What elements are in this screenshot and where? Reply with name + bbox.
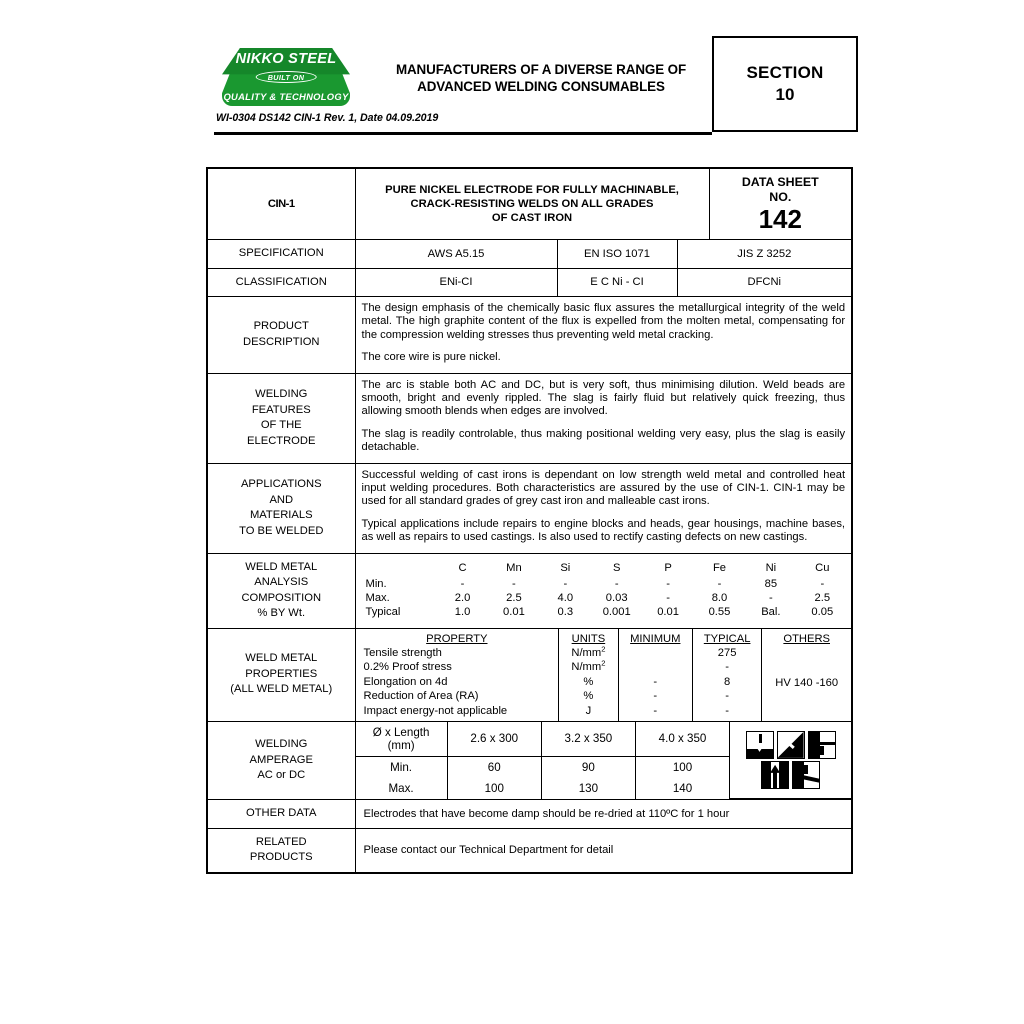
amperage-min-2: 90 xyxy=(541,756,635,778)
element-Si: Si xyxy=(560,562,571,575)
welding-features-label-4: ELECTRODE xyxy=(247,434,316,447)
product-description-label-2: DESCRIPTION xyxy=(243,335,320,348)
typ-S: 0.001 xyxy=(602,606,631,619)
data-sheet-label-1: DATA SHEET xyxy=(741,175,819,189)
amperage-min-label: Min. xyxy=(356,756,448,778)
min-Cu: - xyxy=(820,578,825,591)
properties-label xyxy=(207,628,355,721)
specification-value-aws: AWS A5.15 xyxy=(355,240,557,269)
amperage-max-1: 100 xyxy=(447,778,541,799)
max-Fe: 8.0 xyxy=(711,592,728,605)
company-strapline xyxy=(366,62,716,95)
typ-Cu: 0.05 xyxy=(811,606,834,619)
product-code: CIN-1 xyxy=(207,168,355,240)
logo-badge: BUILT ON xyxy=(256,71,317,83)
property-name-tensile: Tensile strength xyxy=(363,647,442,660)
min-S: - xyxy=(614,578,619,591)
element-Mn: Mn xyxy=(506,562,522,575)
property-units-proof: $N/mm^2$ xyxy=(559,660,618,674)
max-P: - xyxy=(666,592,670,605)
typ-Mn: 0.01 xyxy=(503,606,525,619)
specification-value-jis: JIS Z 3252 xyxy=(677,240,852,269)
properties-header-others: OTHERS xyxy=(762,629,851,646)
typ-Si: 0.3 xyxy=(557,606,574,619)
properties-header-minimum: MINIMUM xyxy=(618,629,692,646)
amperage-label-1: WELDING xyxy=(255,738,308,751)
composition-row-label-max: Max. xyxy=(365,592,390,605)
property-min-elongation: - xyxy=(618,675,692,689)
property-name-elongation: Elongation on 4d xyxy=(363,675,448,688)
welding-position-row-bottom xyxy=(761,761,820,789)
welding-position-row-top xyxy=(746,731,836,759)
composition-row-label-min: Min. xyxy=(365,578,387,591)
welding-positions-cell xyxy=(730,722,851,799)
applications-text xyxy=(355,463,852,553)
max-Si: 4.0 xyxy=(557,592,574,605)
nikko-steel-logo xyxy=(222,48,350,106)
property-typ-proof: - xyxy=(692,660,761,674)
product-description-para-2: The core wire is pure nickel. xyxy=(361,351,501,364)
applications-row xyxy=(207,463,852,553)
element-P: P xyxy=(664,562,672,575)
property-units-reduction: % xyxy=(559,689,618,703)
property-name-impact: Impact energy-not applicable xyxy=(363,704,508,717)
title-row xyxy=(207,168,852,240)
property-min-proof xyxy=(618,660,692,674)
composition-corner xyxy=(359,561,437,577)
diameter-length-units: (mm) xyxy=(387,738,415,752)
composition-label-4: % BY Wt. xyxy=(257,607,306,620)
amperage-label-2: AMPERAGE xyxy=(249,753,313,766)
classification-row xyxy=(207,268,852,297)
related-products-row xyxy=(207,828,852,873)
property-units-elongation: % xyxy=(559,675,618,689)
document-reference: WI-0304 DS142 CIN-1 Rev. 1, Date 04.09.2019 xyxy=(216,112,439,124)
amperage-size-row xyxy=(356,722,852,757)
property-name-reduction: Reduction of Area (RA) xyxy=(363,690,479,703)
applications-label-1: APPLICATIONS xyxy=(240,478,322,491)
properties-header-row xyxy=(356,629,852,646)
max-Mn: 2.5 xyxy=(506,592,522,605)
element-S: S xyxy=(612,562,621,575)
min-Ni: 85 xyxy=(764,578,778,591)
element-C: C xyxy=(458,562,467,575)
applications-label xyxy=(207,463,355,553)
element-Ni: Ni xyxy=(765,562,777,575)
header-divider xyxy=(214,132,712,135)
composition-table-cell xyxy=(355,553,852,628)
properties-row xyxy=(207,628,852,721)
data-sheet-number: 142 xyxy=(758,204,802,234)
max-C: 2.0 xyxy=(454,592,471,605)
properties-header-property: PROPERTY xyxy=(426,632,488,645)
composition-header-row xyxy=(359,561,849,577)
welding-features-text xyxy=(355,373,852,463)
amperage-label-3: AC or DC xyxy=(257,769,306,782)
welding-features-label-3: OF THE xyxy=(260,419,302,432)
amperage-min-1: 60 xyxy=(447,756,541,778)
classification-label: CLASSIFICATION xyxy=(207,268,355,297)
data-sheet-table xyxy=(206,167,853,874)
related-products-label-2: PRODUCTS xyxy=(249,851,313,864)
min-Mn: - xyxy=(512,578,516,591)
section-box xyxy=(712,36,858,132)
composition-row-label-typical: Typical xyxy=(365,606,401,619)
composition-label-3: COMPOSITION xyxy=(241,591,322,604)
classification-value-jis: DFCNi xyxy=(677,268,852,297)
amperage-size-1: 2.6 x 300 xyxy=(447,722,541,757)
properties-label-3: (ALL WELD METAL) xyxy=(230,683,333,696)
composition-label-1: WELD METAL xyxy=(245,560,318,573)
section-number: 10 xyxy=(775,85,795,104)
composition-label-2: ANALYSIS xyxy=(254,576,309,589)
max-Cu: 2.5 xyxy=(814,592,831,605)
property-typ-impact: - xyxy=(692,703,761,720)
min-Si: - xyxy=(563,578,568,591)
position-pb-horizontal-vertical-icon xyxy=(777,731,805,759)
property-min-impact: - xyxy=(618,703,692,720)
max-Ni: - xyxy=(769,592,773,605)
data-sheet-label-2: NO. xyxy=(769,189,792,204)
property-typ-tensile: 275 xyxy=(692,646,761,660)
product-description-para-1: The design emphasis of the chemically basic flux assures the metallurgical integrity of the weld metal. The high graphite content of the flux is expelled from the molten metal, compensating for the compression welding stresses thus preventing weld metal cracking. xyxy=(361,302,846,341)
element-Cu: Cu xyxy=(815,562,830,575)
other-data-text: Electrodes that have become damp should be re-dried at 110ºC for 1 hour xyxy=(355,800,852,829)
page-header xyxy=(206,36,858,132)
min-C: - xyxy=(460,578,465,591)
property-typ-reduction: - xyxy=(692,689,761,703)
amperage-min-3: 100 xyxy=(635,756,729,778)
position-pc-horizontal-icon xyxy=(808,731,836,759)
applications-label-3: MATERIALS xyxy=(249,509,313,522)
composition-row-max xyxy=(359,591,849,605)
specification-row xyxy=(207,240,852,269)
welding-features-label-2: FEATURES xyxy=(251,403,311,416)
element-Fe: Fe xyxy=(712,562,726,575)
product-description-label xyxy=(207,297,355,374)
amperage-label xyxy=(207,721,355,800)
diameter-length-header xyxy=(356,722,448,757)
applications-label-4: TO BE WELDED xyxy=(239,524,324,537)
strapline-line-2: ADVANCED WELDING CONSUMABLES xyxy=(417,78,665,94)
typ-P: 0.01 xyxy=(657,606,679,619)
composition-row-min xyxy=(359,577,849,591)
amperage-max-2: 130 xyxy=(541,778,635,799)
classification-value-aws: ENi-CI xyxy=(355,268,557,297)
product-description-title xyxy=(355,168,709,240)
applications-para-1: Successful welding of cast irons is dependant on low strength weld metal and controlled heat input welding procedures. Both characteristics are assured by the use of CIN-1. CIN-1 may be used for all standard grades of grey cast iron and malleable cast irons. xyxy=(361,468,846,508)
logo-tagline: QUALITY & TECHNOLOGY xyxy=(223,91,349,102)
welding-features-para-1: The arc is stable both AC and DC, but is very soft, thus minimising dilution. Weld beads are smooth, bright and evenly rippled. The slag is fairly fluid but relatively quick freezing, thus allowing smooth blends when edges are involved. xyxy=(361,378,846,418)
properties-header-typical: TYPICAL xyxy=(692,629,761,646)
composition-table xyxy=(359,561,849,619)
product-desc-line-3: OF CAST IRON xyxy=(491,212,573,224)
other-data-label: OTHER DATA xyxy=(207,800,355,829)
welding-features-para-2: The slag is readily controlable, thus making positional welding very easy, plus the slag is easily detachable. xyxy=(361,427,846,454)
data-sheet-number-box xyxy=(709,168,852,240)
typ-C: 1.0 xyxy=(454,606,471,619)
related-products-text: Please contact our Technical Department for detail xyxy=(355,828,852,873)
property-units-impact: J xyxy=(559,703,618,720)
properties-header-units: UNITS xyxy=(559,629,618,646)
diameter-length-label: Ø x Length xyxy=(372,726,430,740)
product-desc-line-1: PURE NICKEL ELECTRODE FOR FULLY MACHINABLE, xyxy=(385,184,679,196)
related-products-label xyxy=(207,828,355,873)
welding-features-row xyxy=(207,373,852,463)
classification-value-en: E C Ni - CI xyxy=(557,268,677,297)
composition-label xyxy=(207,553,355,628)
properties-label-2: PROPERTIES xyxy=(245,667,318,680)
properties-table-cell xyxy=(355,628,852,721)
composition-row-typical xyxy=(359,605,849,619)
strapline-line-1: MANUFACTURERS OF A DIVERSE RANGE OF xyxy=(395,62,687,77)
max-S: 0.03 xyxy=(605,592,628,605)
properties-table xyxy=(356,629,852,721)
product-desc-line-2: CRACK-RESISTING WELDS ON ALL GRADES xyxy=(410,198,654,210)
product-description-label-1: PRODUCT xyxy=(253,320,309,333)
welding-position-pictograms xyxy=(730,725,851,795)
product-description-row xyxy=(207,297,852,374)
specification-value-en: EN ISO 1071 xyxy=(557,240,677,269)
section-label: SECTION xyxy=(746,63,824,82)
position-pf-vertical-up-icon xyxy=(761,761,789,789)
amperage-max-3: 140 xyxy=(635,778,729,799)
typ-Fe: 0.55 xyxy=(708,606,731,619)
welding-features-label xyxy=(207,373,355,463)
property-units-tensile: $N/mm^2$ xyxy=(559,646,618,660)
amperage-size-3: 4.0 x 350 xyxy=(635,722,729,757)
specification-label: SPECIFICATION xyxy=(207,240,355,269)
properties-others-value: HV 140 -160 xyxy=(762,646,851,721)
amperage-table-cell xyxy=(355,721,852,800)
welding-features-label-1: WELDING xyxy=(255,388,308,401)
properties-label-1: WELD METAL xyxy=(245,652,318,665)
min-P: - xyxy=(666,578,670,591)
amperage-max-label: Max. xyxy=(356,778,448,799)
amperage-table xyxy=(356,722,852,800)
related-products-label-1: RELATED xyxy=(255,835,307,848)
composition-row xyxy=(207,553,852,628)
position-pe-overhead-icon xyxy=(792,761,820,789)
typ-Ni: Bal. xyxy=(761,606,781,619)
amperage-size-2: 3.2 x 350 xyxy=(541,722,635,757)
amperage-row xyxy=(207,721,852,800)
property-name-proof: 0.2% Proof stress xyxy=(363,661,452,674)
min-Fe: - xyxy=(717,578,722,591)
logo-brand-name: NIKKO STEEL xyxy=(235,51,337,67)
position-pa-downhand-icon xyxy=(746,731,774,759)
applications-label-2: AND xyxy=(269,493,294,506)
property-min-tensile xyxy=(618,646,692,660)
other-data-row xyxy=(207,800,852,829)
property-min-reduction: - xyxy=(618,689,692,703)
property-typ-elongation: 8 xyxy=(692,675,761,689)
applications-para-2: Typical applications include repairs to engine blocks and heads, gear housings, machine bases, as well as repairs to used castings. Is also used to rectify casting defects on new castings. xyxy=(361,517,846,544)
product-description-text xyxy=(355,297,852,374)
